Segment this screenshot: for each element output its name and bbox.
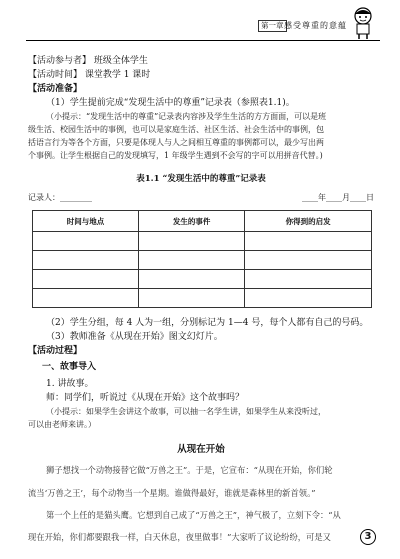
table-cell	[139, 251, 245, 270]
table-cell	[245, 232, 372, 251]
table-row	[33, 289, 372, 308]
boy-mascot-icon	[350, 6, 376, 40]
teacher-line: 师：同学们，听说过《从现在开始》这个故事吗？	[46, 393, 245, 403]
story-title: 从现在开始	[177, 444, 225, 455]
page-number: 3	[360, 529, 376, 545]
tip-line: 个事例。让学生根据自己的发现填写，1 年级学生遇到不会写的字可以用拼音代替。)	[28, 151, 323, 160]
column-header: 时间与地点	[33, 211, 139, 232]
tip-line: 级生活、校园生活中的事例，也可以是家庭生活、社区生活、社会生活中的事例，包	[28, 125, 324, 134]
story-line: 流当‘万兽之王’，每个动物当一个星期。谁做得最好，谁就是森林里的新首领。”	[28, 487, 316, 498]
step-line: 1. 讲故事。	[46, 379, 94, 389]
section-heading: 一、故事导入	[42, 362, 97, 372]
tip-line: 括语言行为等各个方面，只要是体现人与人之间相互尊重的事例都可以，最少写出两	[28, 138, 324, 147]
recorder-field: 记录人：________	[28, 193, 92, 202]
table-cell	[33, 289, 139, 308]
chapter-tag: 第一章	[258, 20, 287, 32]
chapter-title: 感受尊重的意蕴	[284, 21, 347, 30]
header-rule	[26, 40, 380, 41]
table-row	[33, 251, 372, 270]
table-cell	[139, 232, 245, 251]
page-body	[28, 54, 374, 552]
table-cell	[33, 251, 139, 270]
tip-line: （小提示：“发现生活中的尊重”记录表内容涉及学生生活的方方面面，可以是班	[46, 112, 327, 121]
story-line: 第一个上任的是猫头鹰。它想到自己成了“万兽之王”，神气极了，立刻下令：“从	[46, 509, 341, 520]
table-cell	[245, 251, 372, 270]
story-line: 现在开始，你们都要跟我一样，白天休息，夜里做事！”大家听了议论纷纷，可是又	[28, 532, 331, 543]
prep-item-3: （3）教师准备《从现在开始》图文幻灯片。	[46, 332, 223, 342]
story-line: 狮子想找一个动物接替它做“万兽之王”。于是，它宣布：“从现在开始，你们轮	[46, 465, 333, 476]
process-heading: 【活动过程】	[28, 346, 83, 356]
table-row	[33, 232, 372, 251]
record-table	[32, 210, 372, 308]
participants-line: 【活动参与者】 班级全体学生	[28, 56, 148, 66]
record-meta-row	[28, 192, 374, 204]
table-cell	[139, 270, 245, 289]
table-cell	[33, 270, 139, 289]
prep-heading: 【活动准备】	[28, 84, 83, 94]
prep-item-1: （1）学生提前完成“发现生活中的尊重”记录表（参照表1.1)。	[46, 98, 295, 108]
table-cell	[139, 289, 245, 308]
prep-item-2: （2）学生分组，每 4 人为一组，分别标记为 1—4 号，每个人都有自己的号码。	[46, 318, 369, 328]
date-field: ____年____月____日	[302, 193, 374, 202]
table-row	[33, 270, 372, 289]
table-cell	[245, 289, 372, 308]
time-line: 【活动时间】 课堂教学 1 课时	[28, 70, 151, 80]
running-header	[0, 0, 400, 44]
table-caption: 表1.1 “发现生活中的尊重”记录表	[136, 174, 266, 184]
tip-line: （小提示：如果学生会讲这个故事，可以抽一名学生讲，如果学生从来没听过，	[46, 407, 326, 416]
tip-line: 可以由老师来讲。）	[28, 420, 96, 429]
column-header: 发生的事件	[139, 211, 245, 232]
column-header: 你得到的启发	[245, 211, 372, 232]
table-cell	[245, 270, 372, 289]
table-cell	[33, 232, 139, 251]
